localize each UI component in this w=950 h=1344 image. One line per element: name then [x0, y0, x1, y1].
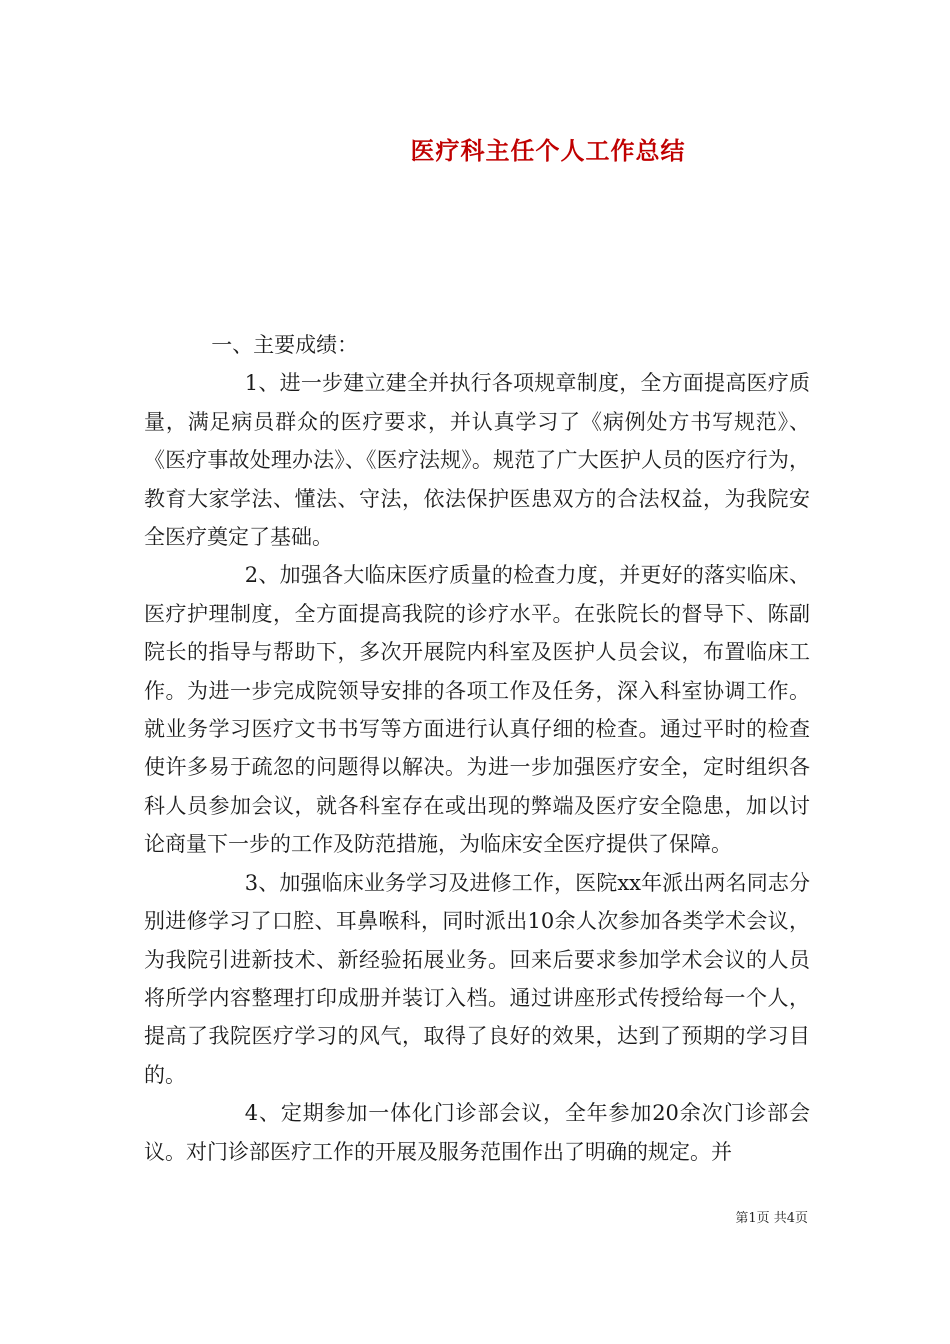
paragraph-4: 4、定期参加一体化门诊部会议，全年参加20余次门诊部会议。对门诊部医疗工作的开展及服务范围作出了明确的规定。并: [144, 1101, 810, 1164]
section-heading: 一、主要成绩：: [211, 333, 359, 357]
page-number-footer: 第1页 共4页: [735, 1211, 808, 1226]
document-body: [144, 326, 810, 1171]
document-title: 医疗科主任个人工作总结: [410, 137, 686, 165]
paragraph-1: 1、进一步建立建全并执行各项规章制度，全方面提高医疗质量，满足病员群众的医疗要求，并认真学习了《病例处方书写规范》、《医疗事故处理办法》、《医疗法规》。规范了广大医护人员的医疗行为，教育大家学法、懂法、守法，依法保护医患双方的合法权益，为我院安全医疗奠定了基础。: [144, 371, 810, 550]
paragraph-2: 2、加强各大临床医疗质量的检查力度，并更好的落实临床、医疗护理制度，全方面提高我院的诊疗水平。在张院长的督导下、陈副院长的指导与帮助下，多次开展院内科室及医护人员会议，布置临床工作。为进一步完成院领导安排的各项工作及任务，深入科室协调工作。就业务学习医疗文书书写等方面进行认真仔细的检查。通过平时的检查使许多易于疏忽的问题得以解决。为进一步加强医疗安全，定时组织各科人员参加会议，就各科室存在或出现的弊端及医疗安全隐患，加以讨论商量下一步的工作及防范措施，为临床安全医疗提供了保障。: [144, 563, 810, 857]
paragraph-3: 3、加强临床业务学习及进修工作，医院xx年派出两名同志分别进修学习了口腔、耳鼻喉科，同时派出10余人次参加各类学术会议，为我院引进新技术、新经验拓展业务。回来后要求参加学术会议的人员将所学内容整理打印成册并装订入档。通过讲座形式传授给每一个人，提高了我院医疗学习的风气，取得了良好的效果，达到了预期的学习目的。: [144, 870, 810, 1087]
